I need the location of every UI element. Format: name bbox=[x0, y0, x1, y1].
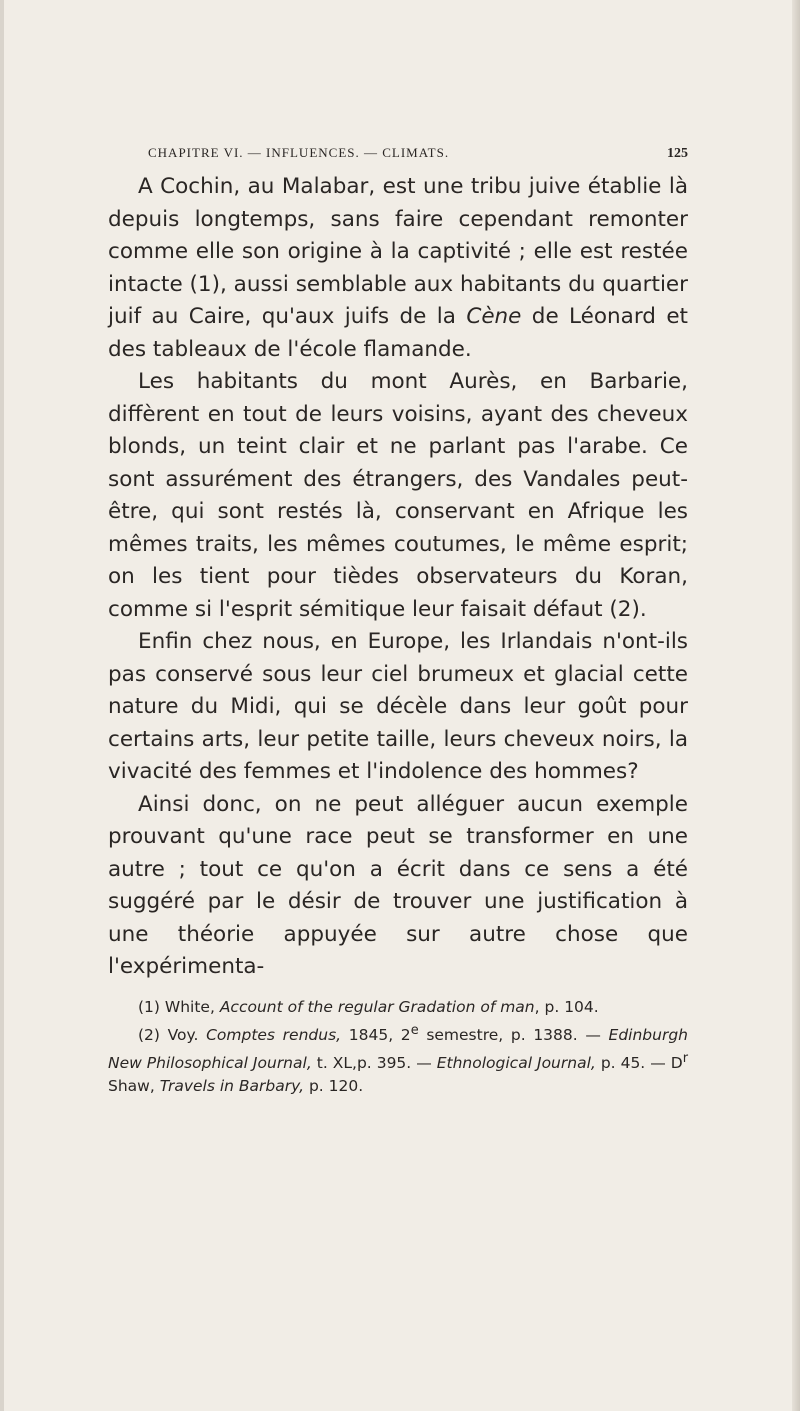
footnote-text: p. 45. — D bbox=[595, 1053, 683, 1072]
superscript: r bbox=[682, 1050, 688, 1066]
footnote-text: , p. 104. bbox=[534, 997, 599, 1016]
paragraph-cochin bbox=[108, 171, 688, 366]
footnote-italic: Account of the regular Gradation of man bbox=[219, 997, 535, 1016]
paragraph-text: de Léonard et des tableaux de l'école flamande. bbox=[108, 304, 688, 362]
italic-title: Cène bbox=[466, 304, 522, 329]
scan-left-edge bbox=[0, 0, 4, 1411]
footnote-text: 1845, 2 bbox=[341, 1025, 411, 1044]
paragraph-aures: Les habitants du mont Aurès, en Barbarie, diffèrent en tout de leurs voisins, ayant des cheveux blonds, un teint clair et ne parlant pas l'arabe. Ce sont assurément des étrangers, des Vandales peut-être, qui sont restés là, conservant en Afrique les mêmes traits, les mêmes coutumes, le même esprit; on les tient pour tièdes observateurs du Koran, comme si l'esprit sémitique leur faisait défaut (2). bbox=[108, 369, 688, 622]
footnote-italic: Comptes rendus, bbox=[206, 1025, 342, 1044]
footnote-text: p. 120. bbox=[304, 1076, 364, 1095]
paragraph-conclusion: Ainsi donc, on ne peut alléguer aucun exemple prouvant qu'une race peut se transformer en une autre ; tout ce qu'on a écrit dans ce sens a été suggéré par le désir de trouver une justification à une théorie appuyée sur autre chose que l'expérimenta- bbox=[108, 791, 688, 979]
paragraph-irlandais: Enfin chez nous, en Europe, les Irlandais n'ont-ils pas conservé sous leur ciel brumeux et glacial cette nature du Midi, qui se décèle dans leur goût pour certains arts, leur petite taille, leurs cheveux noirs, la vivacité des femmes et l'indolence des hommes? bbox=[108, 629, 688, 784]
page-number: 125 bbox=[667, 146, 688, 161]
footnote-italic: Travels in Barbary, bbox=[159, 1076, 305, 1095]
footnote-italic: Edinburgh New Philosophical Journal, bbox=[108, 1025, 689, 1072]
footnote-text: Shaw, bbox=[108, 1076, 160, 1095]
paragraph-text: A Cochin, au Malabar, est une tribu juive établie là depuis longtemps, sans faire cependant remonter comme elle son origine à la captivité ; elle est restée intacte (1), aussi semblable aux habitants du quartier juif au Caire, qu'aux juifs de la bbox=[108, 174, 688, 329]
scan-right-edge bbox=[792, 0, 800, 1411]
footnote-text: t. XL,p. 395. — bbox=[311, 1053, 437, 1072]
superscript: e bbox=[410, 1022, 419, 1038]
footnote-text: (2) Voy. bbox=[138, 1025, 207, 1044]
book-page bbox=[108, 140, 688, 1098]
running-head bbox=[108, 140, 688, 167]
footnote-1 bbox=[108, 996, 688, 1019]
footnote-text: (1) White, bbox=[138, 997, 220, 1016]
footnote-italic: Ethnological Journal, bbox=[436, 1053, 596, 1072]
chapter-title: CHAPITRE VI. — INFLUENCES. — CLIMATS. bbox=[148, 145, 450, 160]
footnote-text: semestre, p. 1388. — bbox=[418, 1025, 609, 1044]
footnotes bbox=[108, 996, 688, 1098]
body-text bbox=[108, 171, 688, 984]
footnote-2 bbox=[108, 1019, 688, 1098]
